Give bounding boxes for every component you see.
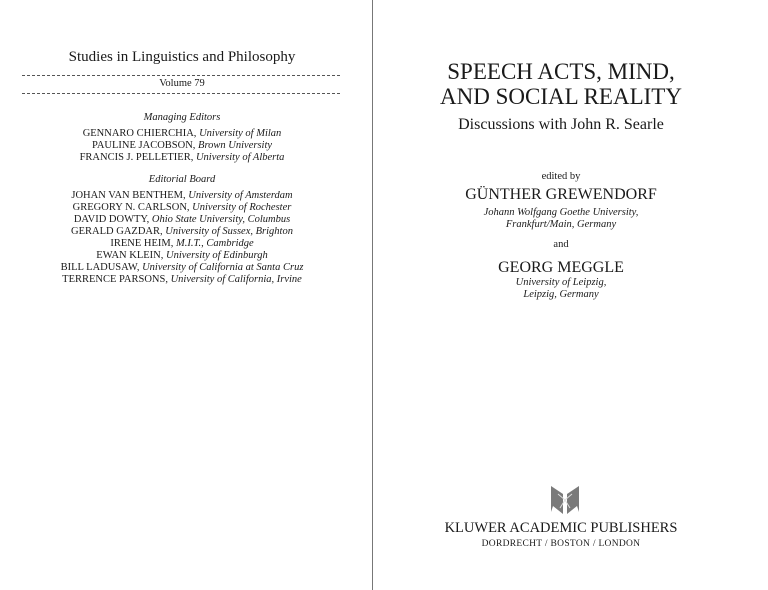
editorial-board-heading: Editorial Board xyxy=(148,174,216,185)
board-affiliation: University of California at Santa Cruz xyxy=(142,262,304,273)
board-name: DAVID DOWTY, xyxy=(73,214,150,225)
board-affiliation: University of Amsterdam xyxy=(188,190,293,201)
editor-affiliation: Brown University xyxy=(198,140,273,151)
board-name: JOHAN VAN BENTHEM, xyxy=(71,190,186,201)
board-line xyxy=(71,227,293,238)
board-line xyxy=(96,251,267,262)
board-line xyxy=(74,215,290,226)
board-line xyxy=(61,263,304,274)
editor2-name: GEORG MEGGLE xyxy=(498,259,624,276)
editor-line xyxy=(92,141,272,152)
board-affiliation: M.I.T., Cambridge xyxy=(175,238,254,249)
board-line xyxy=(71,191,292,202)
board-affiliation: University of Edinburgh xyxy=(166,250,268,261)
publisher-name: KLUWER ACADEMIC PUBLISHERS xyxy=(444,520,678,536)
editor-line xyxy=(83,129,282,140)
board-name: GERALD GAZDAR, xyxy=(71,226,163,237)
board-name: TERRENCE PARSONS, xyxy=(62,274,168,285)
editor1-affiliation: Johann Wolfgang Goethe University, xyxy=(483,207,639,218)
editor1-location: Frankfurt/Main, Germany xyxy=(505,219,617,230)
editor-name: FRANCIS J. PELLETIER, xyxy=(79,152,194,163)
kluwer-book-logo-icon xyxy=(548,484,582,516)
publisher-cities: DORDRECHT / BOSTON / LONDON xyxy=(481,539,641,549)
board-name: IRENE HEIM, xyxy=(110,238,174,249)
board-name: GREGORY N. CARLSON, xyxy=(72,202,190,213)
editor1-name: GÜNTHER GREWENDORF xyxy=(465,186,657,203)
spine-line xyxy=(372,0,373,590)
and-label: and xyxy=(553,239,569,250)
volume-number: Volume 79 xyxy=(159,78,205,89)
board-name: EWAN KLEIN, xyxy=(96,250,164,261)
book-subtitle: Discussions with John R. Searle xyxy=(458,116,664,133)
divider xyxy=(22,75,340,76)
editor-name: GENNARO CHIERCHIA, xyxy=(82,128,197,139)
editor2-affiliation: University of Leipzig, xyxy=(515,277,607,288)
editor-affiliation: University of Milan xyxy=(199,128,282,139)
board-affiliation: University of Sussex, Brighton xyxy=(165,226,293,237)
divider xyxy=(22,93,340,94)
board-line xyxy=(62,275,302,286)
editor-name: PAULINE JACOBSON, xyxy=(91,140,196,151)
editor-affiliation: University of Alberta xyxy=(195,152,285,163)
board-name: BILL LADUSAW, xyxy=(60,262,140,273)
editor-line xyxy=(80,153,285,164)
managing-editors-heading: Managing Editors xyxy=(143,112,221,123)
book-title-line1: SPEECH ACTS, MIND, xyxy=(447,59,675,84)
board-line xyxy=(110,239,253,250)
edited-by-label: edited by xyxy=(541,171,581,182)
book-title-line2: AND SOCIAL REALITY xyxy=(440,84,682,109)
editor2-location: Leipzig, Germany xyxy=(523,289,599,300)
board-affiliation: University of California, Irvine xyxy=(170,274,302,285)
board-affiliation: University of Rochester xyxy=(192,202,292,213)
series-title: Studies in Linguistics and Philosophy xyxy=(68,49,296,65)
board-affiliation: Ohio State University, Columbus xyxy=(151,214,291,225)
board-line xyxy=(73,203,292,214)
